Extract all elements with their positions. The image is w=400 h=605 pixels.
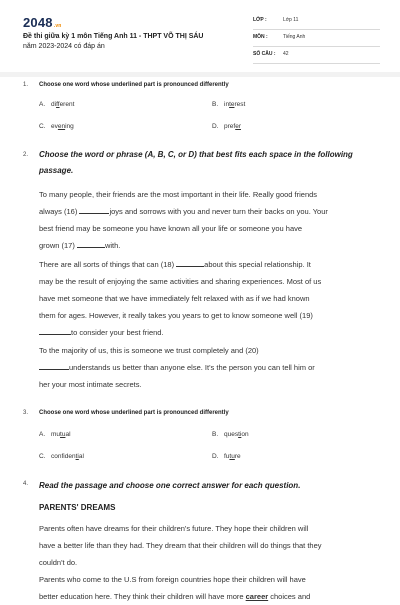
passage-line <box>39 203 381 220</box>
passage-line: Parents who come to the U.S from foreign countries hope their children will have <box>39 575 306 584</box>
underlined-word: career <box>245 592 269 601</box>
option-c[interactable] <box>39 123 74 130</box>
text: with. <box>104 241 121 250</box>
option-a[interactable] <box>39 431 71 438</box>
passage-line: her your most intimate secrets. <box>39 380 142 389</box>
option-letter: D. <box>212 453 219 460</box>
option-text: ques <box>224 431 239 438</box>
passage-line <box>39 588 381 605</box>
text: There are all sorts of things that can (18) <box>39 260 177 269</box>
passage-line: couldn't do. <box>39 558 78 567</box>
option-text: al <box>78 453 84 460</box>
document-header <box>0 0 400 72</box>
option-letter: A. <box>39 431 46 438</box>
option-text: ing <box>65 123 74 130</box>
underlined-part: te <box>229 101 235 108</box>
site-logo[interactable] <box>23 15 62 30</box>
meta-key: MÔN : <box>253 34 268 40</box>
passage-line: best friend may be someone you have known all your life or someone you have <box>39 224 303 233</box>
option-letter: C. <box>39 453 46 460</box>
question-instruction: Choose one word whose underlined part is pronounced differently <box>39 410 229 416</box>
title-line-2: năm 2023-2024 có đáp án <box>23 43 105 50</box>
option-d[interactable] <box>212 123 241 130</box>
passage-line <box>39 359 381 376</box>
underlined-part: er <box>235 123 241 130</box>
passage-paragraph-1 <box>39 186 381 254</box>
passage-line <box>39 256 381 273</box>
passage-paragraph-2 <box>39 256 381 341</box>
passage-paragraph-3 <box>39 342 381 393</box>
question-number: 2. <box>23 152 29 158</box>
underlined-part: ff <box>56 101 60 108</box>
option-b[interactable] <box>212 101 245 108</box>
option-text: di <box>51 101 57 108</box>
meta-row-count <box>253 49 380 64</box>
blank-20[interactable] <box>39 362 69 370</box>
passage-line: may be the result of enjoying the same activities and sharing experiences. Most of us <box>39 277 322 286</box>
text: grown (17) <box>39 241 77 250</box>
blank-17[interactable] <box>77 240 105 248</box>
text: joys and sorrows with you and never turn their backs on you. Your <box>109 207 328 216</box>
underlined-part: tu <box>60 431 66 438</box>
meta-value: Tiếng Anh <box>283 34 306 40</box>
logo-suffix: .vn <box>53 23 62 29</box>
option-text: in <box>224 101 230 108</box>
passage-line: To the majority of us, this is someone we trust completely and (20) <box>39 346 259 355</box>
passage-line <box>39 324 381 341</box>
title-line-1: Đề thi giữa kỳ 1 môn Tiếng Anh 11 - THPT VÕ THỊ SÁU <box>23 33 204 40</box>
option-text: fu <box>224 453 230 460</box>
document-title <box>23 32 228 52</box>
text: about this special relationship. It <box>204 260 311 269</box>
question-number: 4. <box>23 481 29 487</box>
meta-value: 42 <box>283 51 289 57</box>
underlined-part: ti <box>75 453 79 460</box>
option-letter: C. <box>39 123 46 130</box>
question-instruction: Read the passage and choose one correct answer for each question. <box>39 481 301 490</box>
meta-row-subject <box>253 32 380 47</box>
option-b[interactable] <box>212 431 249 438</box>
blank-16[interactable] <box>79 206 109 214</box>
text: understands us better than anyone else. It's the person you can tell him or <box>69 363 315 372</box>
passage-line: have a better life than they had. They dream that their children will do things that they <box>39 541 322 550</box>
option-letter: B. <box>212 101 219 108</box>
passage-paragraph-1 <box>39 520 381 571</box>
question-instruction: Choose one word whose underlined part is pronounced differently <box>39 82 229 88</box>
blank-19[interactable] <box>39 327 71 335</box>
underlined-part: ti <box>238 431 242 438</box>
option-text: rest <box>234 101 246 108</box>
text: choices and <box>268 592 311 601</box>
text: to consider your best friend. <box>71 328 164 337</box>
question-number: 3. <box>23 410 29 416</box>
option-text: erent <box>59 101 75 108</box>
option-letter: B. <box>212 431 219 438</box>
meta-value: Lớp 11 <box>283 17 299 23</box>
question-instruction <box>39 147 384 179</box>
blank-18[interactable] <box>176 259 204 267</box>
meta-key: SỐ CÂU : <box>253 51 276 57</box>
passage-title: PARENTS' DREAMS <box>39 503 116 512</box>
meta-table <box>253 15 380 66</box>
passage-line: them for ages. However, it really takes you years to get to know someone well (19) <box>39 311 313 320</box>
option-text: re <box>234 453 241 460</box>
option-text: ev <box>51 123 58 130</box>
text: always (16) <box>39 207 80 216</box>
meta-row-class <box>253 15 380 30</box>
option-a[interactable] <box>39 101 74 108</box>
option-text: on <box>241 431 249 438</box>
passage-line: have met someone that we have immediately felt relaxed with as if we had known <box>39 294 310 303</box>
option-text: al <box>65 431 71 438</box>
option-letter: D. <box>212 123 219 130</box>
header-divider <box>0 72 400 77</box>
option-c[interactable] <box>39 453 84 460</box>
meta-key: LỚP : <box>253 17 267 23</box>
logo-text: 2048 <box>23 15 53 30</box>
text: better education here. They think their children will have more <box>39 592 246 601</box>
question-number: 1. <box>23 82 29 88</box>
underlined-part: tu <box>229 453 235 460</box>
option-text: pref <box>224 123 236 130</box>
option-letter: A. <box>39 101 46 108</box>
option-text: confiden <box>51 453 76 460</box>
instruction-line: Choose the word or phrase (A, B, C, or D) that best fits each space in the following <box>39 150 353 159</box>
passage-line: Parents often have dreams for their children's future. They hope their children will <box>39 524 309 533</box>
instruction-line: passage. <box>39 166 74 175</box>
option-text: mu <box>51 431 61 438</box>
passage-line: To many people, their friends are the most important in their life. Really good friends <box>39 190 318 199</box>
passage-line <box>39 237 381 254</box>
option-d[interactable] <box>212 453 241 460</box>
underlined-part: en <box>57 123 66 130</box>
